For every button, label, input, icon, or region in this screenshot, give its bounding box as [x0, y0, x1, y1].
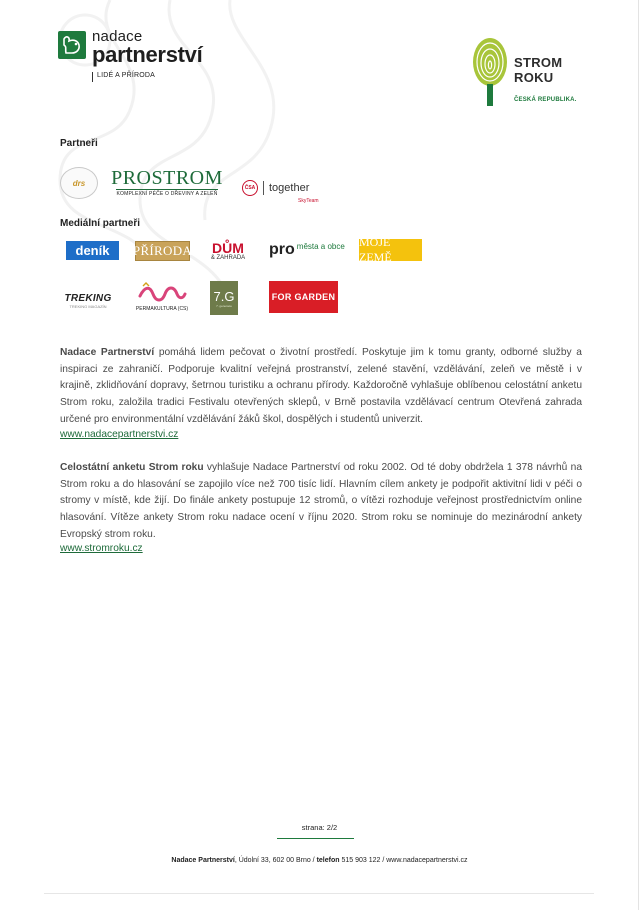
mesta-obce-text: města a obce [296, 241, 345, 251]
prostrom-logo-subtitle: KOMPLEXNÍ PÉČE O DŘEVINY A ZELEŇ [116, 190, 218, 197]
for-garden-logo: FOR GARDEN [269, 281, 338, 313]
dum-zahrada-logo [206, 240, 250, 262]
strom-roku-logo [470, 36, 610, 116]
csa-together-logo [242, 172, 322, 204]
priroda-logo: PŘÍRODA [135, 241, 190, 261]
seven-g-text: 7.G [213, 288, 235, 304]
logo-divider [92, 72, 93, 82]
seven-g-logo [210, 281, 238, 315]
strom-text: STROM [514, 55, 563, 70]
treking-logo [63, 290, 113, 312]
paragraph-nadace-text: pomáhá lidem pečovat o životní prostředí. Poskytuje jim k tomu granty, odborné služby a inspiraci ze zahraničí. Podporuje kvalitní veřejná prostranství, zelené stavění, vzdělávání, zeleň ve městě i v krajině, zklidňování dopravy, šetrnou turistiku a ochranu přírody. Každoročně vyhlašuje oblíbenou celostátní anketu Strom roku, založila tradici Festivalu otevřených sklepů, v Brně postavila vzdělávací centrum Otevřená zahrada určené pro environmentální vzdělávání žáků škol, dospělých i studentů univerzit. [60, 347, 582, 425]
prostrom-logo [111, 166, 223, 198]
logo-nadace-text: nadace [92, 28, 143, 45]
paragraph-nadace [60, 345, 582, 429]
footer-phone-label: telefon [316, 857, 340, 864]
worm-icon [137, 282, 187, 304]
footer-divider [277, 838, 354, 839]
nadace-partnerstvi-logo [58, 28, 248, 88]
frog-icon [58, 31, 86, 59]
prostrom-logo-text: PROSTROM [111, 166, 223, 189]
paragraph-strom-roku-lead: Celostátní anketu Strom roku [60, 462, 204, 473]
permakultura-logo [134, 280, 190, 314]
together-text: together [269, 182, 310, 194]
dum-text: DŮM [212, 239, 244, 256]
paragraph-nadace-lead: Nadace Partnerství [60, 347, 155, 358]
csa-divider [263, 181, 264, 195]
strom-roku-website-link[interactable]: www.stromroku.cz [60, 543, 143, 554]
footer-org-name: Nadace Partnerství [171, 857, 235, 864]
treking-text: TREKING [64, 293, 112, 304]
footer-address [0, 857, 639, 864]
logo-tagline: LIDÉ A PŘÍRODA [97, 72, 156, 79]
paragraph-strom-roku-text: vyhlašuje Nadace Partnerství od roku 2002. Od té doby obdržela 1 378 návrhů na Strom roku a do hlasování se zapojilo více než 700 tisíc lidí. Hlavním cílem ankety je podpořit aktivitní lidi v péči o stromy v místě, kde žijí. Do finále ankety postupuje 12 stromů, o vítězi rozhoduje veřejnost prostřednictvím online hlasování. Vítěze ankety Strom roku nadace ocení v říjnu 2020. Strom roku se nominuje do mezinárodní ankety Evropský strom roku. [60, 462, 582, 540]
paragraph-strom-roku [60, 460, 582, 544]
tree-fingerprint-icon [470, 36, 510, 108]
nadace-website-link[interactable]: www.nadacepartnerstvi.cz [60, 429, 179, 440]
pro-text: pro [269, 241, 295, 258]
csa-mark: ČSA [242, 180, 258, 196]
drs-logo [60, 167, 98, 199]
seven-g-subtitle: 7. generace [216, 303, 232, 308]
roku-text: ROKU [514, 70, 554, 85]
nadace-logo-mark [58, 31, 86, 59]
ceska-republika-text: ČESKÁ REPUBLIKA. [514, 97, 577, 103]
zahrada-text: & ZAHRADA [210, 254, 246, 261]
denik-logo: deník [66, 241, 119, 260]
page-bottom-edge [44, 893, 594, 894]
footer-phone-text: 515 903 122 / www.nadacepartnerstvi.cz [339, 857, 468, 864]
partners-heading: Partneři [60, 138, 98, 149]
skyteam-text: SkyTeam [298, 198, 319, 204]
footer-address-text: , Údolní 33, 602 00 Brno / [234, 857, 317, 864]
treking-subtitle: TREKING MAGAZÍN [69, 304, 107, 309]
page-number: strana: 2/2 [301, 823, 338, 832]
permakultura-text: PERMAKULTURA (CS) [135, 306, 189, 312]
moje-zeme-logo: MOJE ZEMĚ [359, 239, 422, 261]
logo-partnerstvi-text: partnerství [92, 42, 203, 67]
drs-logo-text: drs [72, 178, 86, 188]
pro-mesta-obce-logo [269, 238, 351, 262]
media-partners-heading: Mediální partneři [60, 218, 141, 229]
